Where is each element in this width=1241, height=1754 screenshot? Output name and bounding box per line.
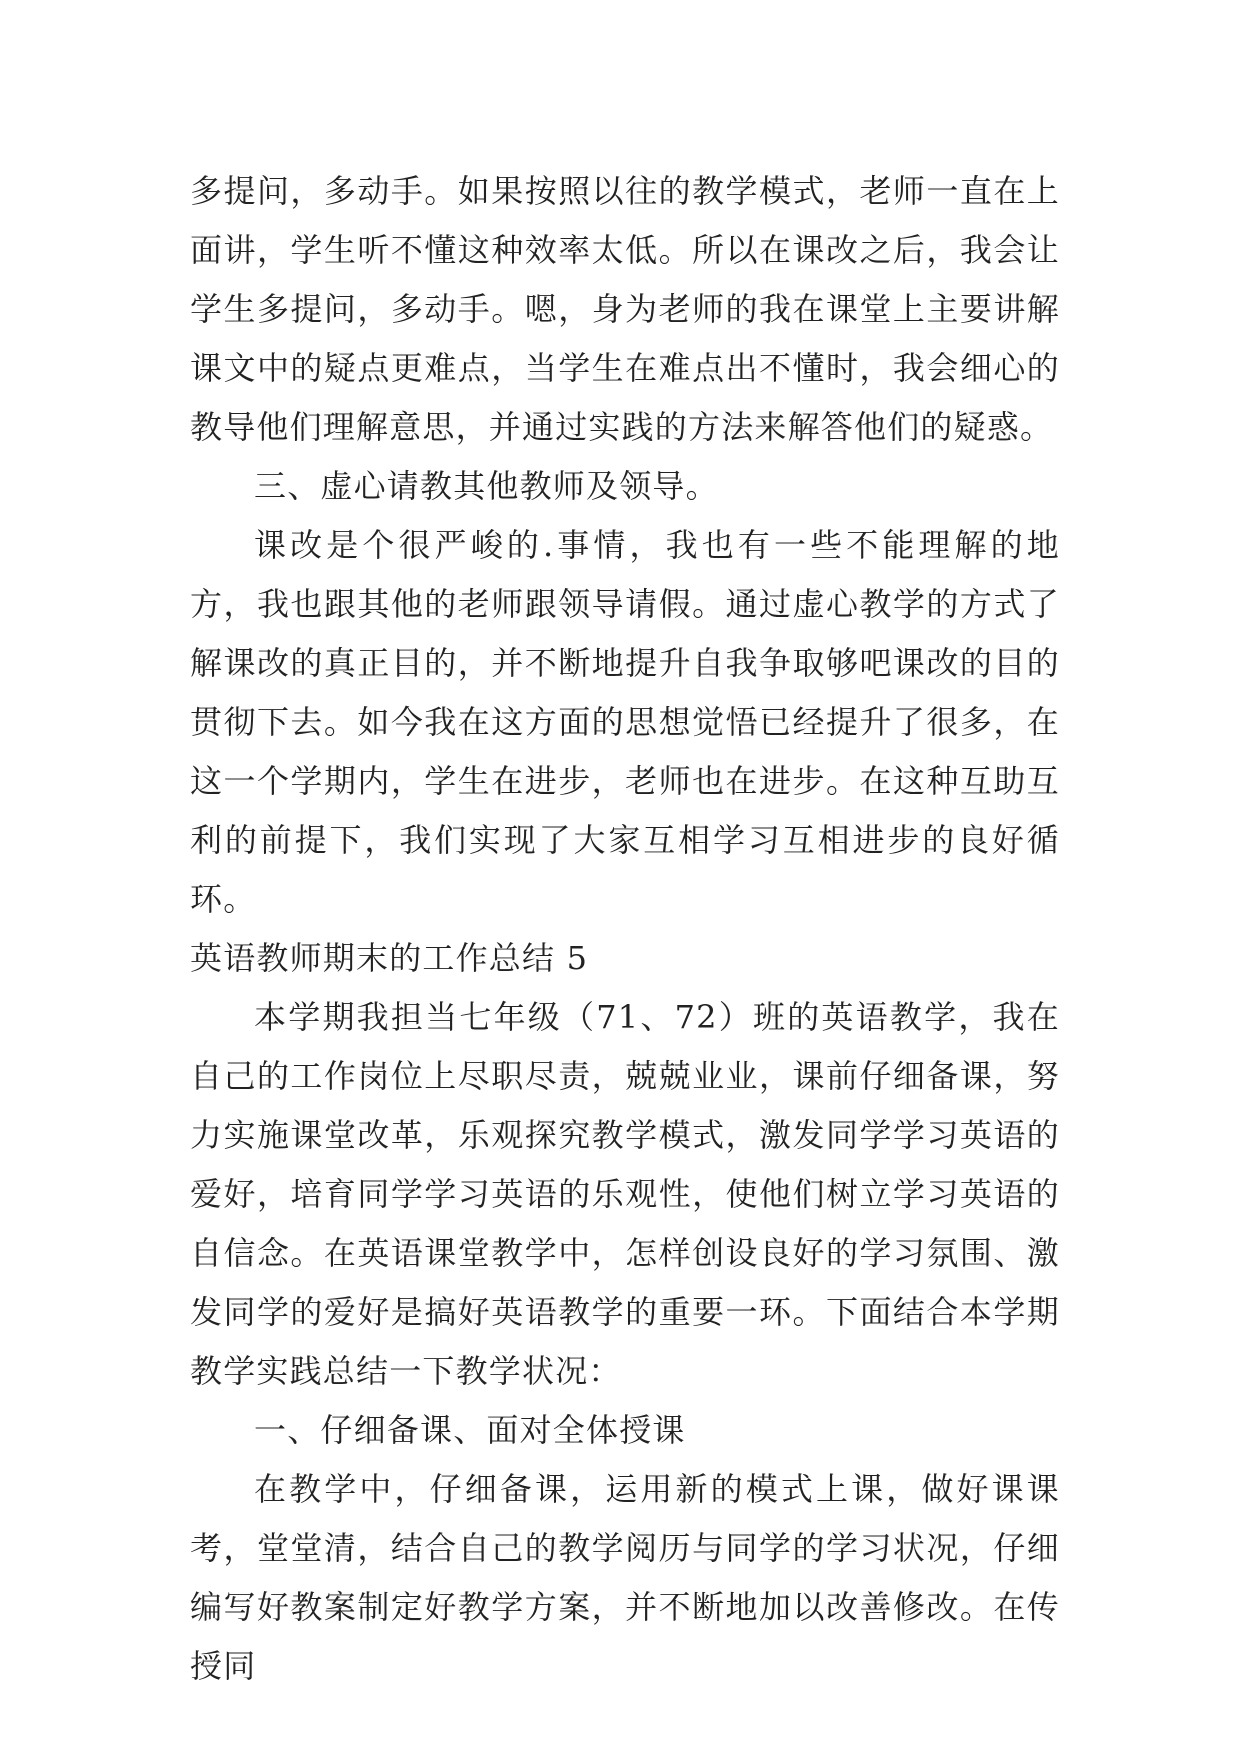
article-title: 英语教师期末的工作总结 5 [190,939,589,977]
paragraph-intro: 本学期我担当七年级（71、72）班的英语教学，我在自己的工作岗位上尽职尽责，兢兢业业，课前仔细备课，努力实施课堂改革，乐观探究教学模式，激发同学学习英语的爱好，培育同学学习英语的乐观性，使他们树立学习英语的自信念。在英语课堂教学中，怎样创设良好的学习氛围、激发同学的爱好是搞好英语教学的重要一环。下面结合本学期教学实践总结一下教学状况： [190,998,1060,1390]
section-heading-one: 一、仔细备课、面对全体授课 [254,1411,686,1449]
document-body [190,162,1060,1696]
paragraph-lesson-prep: 在教学中，仔细备课，运用新的模式上课，做好课课考，堂堂清，结合自己的教学阅历与同学的学习状况，仔细编写好教案制定好教学方案，并不断地加以改善修改。在传授同 [190,1470,1060,1685]
paragraph-curriculum-reform: 课改是个很严峻的.事情，我也有一些不能理解的地方，我也跟其他的老师跟领导请假。通过虚心教学的方式了解课改的真正目的，并不断地提升自我争取够吧课改的目的贯彻下去。如今我在这方面的思想觉悟已经提升了很多，在这一个学期内，学生在进步，老师也在进步。在这种互助互利的前提下，我们实现了大家互相学习互相进步的良好循环。 [190,526,1060,918]
paragraph-continuation: 多提问，多动手。如果按照以往的教学模式，老师一直在上面讲，学生听不懂这种效率太低。所以在课改之后，我会让学生多提问，多动手。嗯，身为老师的我在课堂上主要讲解课文中的疑点更难点，当学生在难点出不懂时，我会细心的教导他们理解意思，并通过实践的方法来解答他们的疑惑。 [190,172,1060,446]
section-heading-three: 三、虚心请教其他教师及领导。 [254,467,719,505]
